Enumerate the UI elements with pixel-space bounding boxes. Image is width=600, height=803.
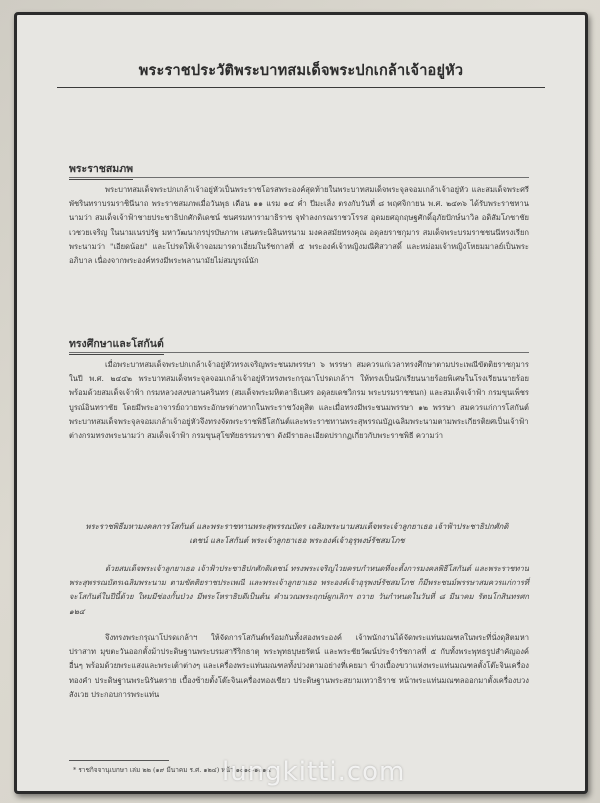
footnote: * ราชกิจจานุเบกษา เล่ม ๒๒ (๑๙ มีนาคม ร.ศ. ๑๒๔) หน้า ๑๐๑๐-๑๐๑๔ (73, 766, 272, 774)
birth-paragraph: พระบาทสมเด็จพระปกเกล้าเจ้าอยู่หัวเป็นพระราชโอรสพระองค์สุดท้ายในพระบาทสมเด็จพระจุลจอมเกล้าเจ้าอยู่หัว และสมเด็จพระศรีพัชรินทราบรมราชินีนาถ พระราชสมภพเมื่อวันพุธ เดือน ๑๑ แรม ๑๔ ค่ำ ปีมะเส็ง ตรงกับวันที่ ๘ พฤศจิกายน พ.ศ. ๒๔๓๖ ได้รับพระราชทานนามว่า สมเด็จเจ้าฟ้าชายประชาธิปกศักดิเดชน์ ชนศรมหารามาธิราช จุฬาลงกรณราชวโรรส อุดมยศอุกฤษฐศักดิ์อุภัยปักษ์นาวิล อดิสัมโภชาชัย เวชวยเจริญ ในนามเนรปรัฐ มหาวัฒนากรปุรบัษภาพ เสนตระนิลินทรนาม มงคลสมัยทรงคุณ อดุลยราชกุมาร สมเด็จพระบรมราชชนนีทรงเรียกพระนามว่า "เอียดน้อย" และโปรดให้เจ้าจอมมารดาเอี่ยมในรัชกาลที่ ๕ พระองค์เจ้าหญิงมณีศิสวาสดิ์ และหม่อมเจ้าหญิงโหยมมาลย์เป็นพระอภิบาล เนื่องจากพระองค์ทรงมีพระพลานามัยไม่สมบูรณ์นัก (69, 185, 529, 266)
page-title: พระราชประวัติพระบาทสมเด็จพระปกเกล้าเจ้าอยู่หัว (57, 59, 545, 88)
section-heading-education: ทรงศึกษาและโสกันต์ (69, 335, 164, 355)
quote-paragraph-2: จึงทรงพระกรุณาโปรดเกล้าฯ ให้จัดการโสกันต์พร้อมกันทั้งสองพระองค์ เจ้าพนักงานได้จัดพระแท่นมณฑลในพระที่นั่งดุสิตมหาปราสาท มุขตะวันออกตั้งม้าประดิษฐานพระบรมสารีริกธาตุ พระพุทธบุษยรัตน์ และพระชัยวัฒน์ประจำรัชกาลที่ ๕ กับทั้งพระพุทธรูปสำคัญองค์อื่นๆ พร้อมด้วยพระแสงและพระเต้าต่างๆ และเครื่องพระแท่นมณฑลทั้งปวงตามอย่างที่เคยมา ข้างเบื้องขวาแห่งพระแท่นมณฑลตั้งโต๊ะจินเครื่องทองคำ ประดิษฐานพระนิรันตราย เบื้องซ้ายตั้งโต๊ะจินเครื่องทองเขียว ประดิษฐานพระสยามเทวาธิราช หน้าพระแท่นมณฑลออกมาตั้งเครื่องบวงสังเวย ประกอบการพระแท่น (69, 633, 529, 699)
book-page (14, 12, 588, 794)
quote-paragraph-1: ด้วยสมเด็จพระเจ้าลูกยาเธอ เจ้าฟ้าประชาธิปกศักดิเดชน์ ทรงพระเจริญไวยครบกำหนดที่จะตั้งการมงคลพิธีโสกันต์ และพระราชทานพระสุพรรณบัตรเฉลิมพระนาม ตามขัตติยราชประเพณี และพระเจ้าลูกยาเธอ พระองค์เจ้าอุรุพงษ์รัชสมโภช ก็มีพระชนม์พรรษาสมควรแก่การที่จะโสกันต์ในปีนี้ด้วย ใหมมีช่องกั้นป่วง มีพระโหราธิบดีเป็นต้น คำนวณพระฤกษ์ผูกเลิกฯ ถวาย วันกำหนดในวันที่ ๘ มีนาคม รัตนโกสินทรศก ๑๒๔ (69, 564, 529, 616)
watermark-text: lungkitti.com (222, 757, 406, 787)
footnote-divider (69, 760, 169, 761)
section-divider (69, 177, 529, 178)
section-heading-birth: พระราชสมภพ (69, 160, 133, 180)
ceremony-caption: พระราชพิธีมหามงคลการโสกันต์ และพระราชทานพระสุพรรณบัตร เฉลิมพระนามสมเด็จพระเจ้าลูกยาเธอ เจ้าฟ้าประชาธิปกศักดิเดชน์ และโสกันต์ พระเจ้าลูกยาเธอ พระองค์เจ้าอุรุพงษ์รัชสมโภช (85, 522, 509, 545)
education-paragraph: เมื่อพระบาทสมเด็จพระปกเกล้าเจ้าอยู่หัวทรงเจริญพระชนมพรรษา ๖ พรรษา สมควรแก่เวลาทรงศึกษาตามประเพณีขัตติยราชกุมาร ในปี พ.ศ. ๒๔๔๒ พระบาทสมเด็จพระจุลจอมเกล้าเจ้าอยู่หัวทรงพระกรุณาโปรดเกล้าฯ ให้ทรงเป็นนักเรียนนายร้อยพิเศษในโรงเรียนนายร้อยพร้อมด้วยสมเด็จเจ้าฟ้า กรมหลวงสงขลานครินทร (สมเด็จพระมหิตลาธิเบศร อดุลยเดชวิกรม พระบรมราชชนก) และสมเด็จเจ้าฟ้า กรมขุนเพ็ชรบูรณ์อินทราชัย โดยมีพระอาจารย์ถวายพระอักษรต่างหากในพระราชวังดุสิต และเมื่อทรงมีพระชนมพรรษา ๑๒ พรรษา สมควรแก่การโสกันต์ พระบาทสมเด็จพระจุลจอมเกล้าเจ้าอยู่หัวจึงทรงจัดพระราชพิธีโสกันต์และพระราชทานพระสุพรรณบัฏเฉลิมพระนามตามพระเกียรติยศเป็นเจ้าฟ้าต่างกรมทรงพระนามว่า สมเด็จเจ้าฟ้า กรมขุนสุโขทัยธรรมราชา ดังมีรายละเอียดปรากฏเกี่ยวกับพระราชพิธี ความว่า (69, 360, 529, 441)
section-divider (69, 352, 529, 353)
